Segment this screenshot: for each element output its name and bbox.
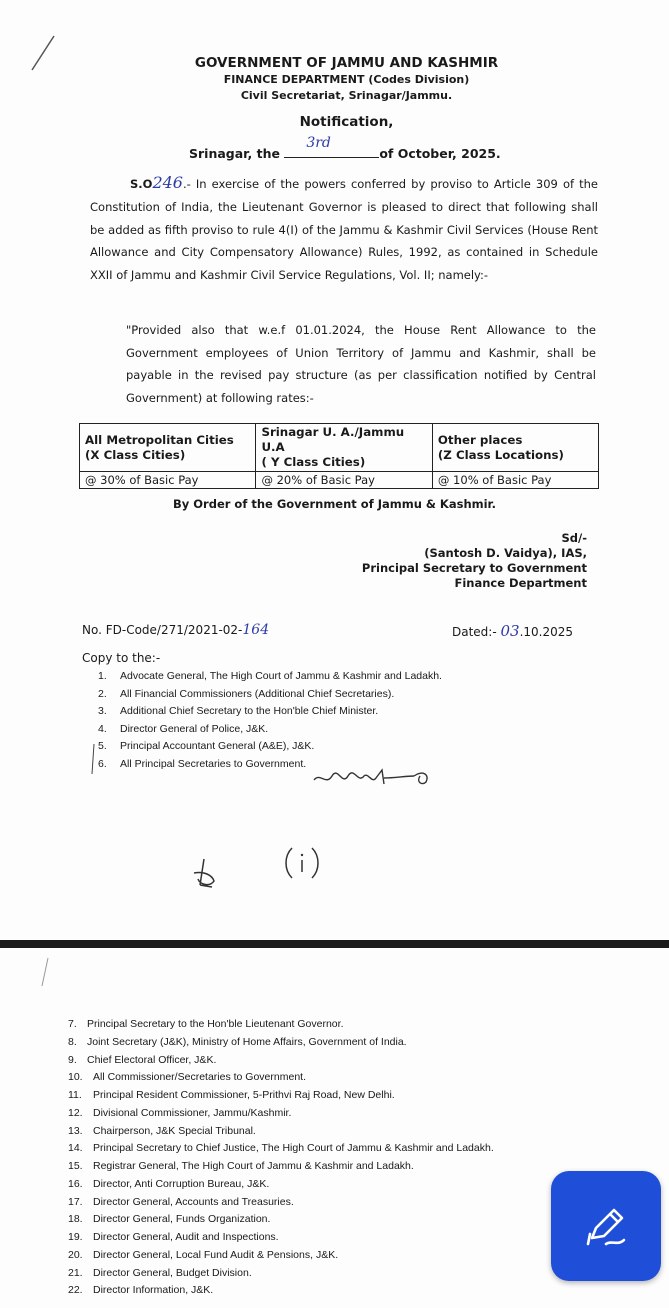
list-item: 19. Director General, Audit and Inspections. <box>68 1231 279 1243</box>
by-order-line: By Order of the Government of Jammu & Kashmir. <box>173 497 496 511</box>
signature-designation: Principal Secretary to Government <box>361 561 587 575</box>
handwritten-mark-left <box>190 855 220 895</box>
list-item: 13. Chairperson, J&K Special Tribunal. <box>68 1124 256 1137</box>
handwritten-date: 03 <box>500 622 520 640</box>
list-item: 3. Additional Chief Secretary to the Hon'ble Chief Minister. <box>98 705 379 718</box>
header-y-class: Srinagar U. A./Jammu U.A ( Y Class Cities) <box>256 424 432 472</box>
handwritten-file-number: 164 <box>242 622 270 638</box>
list-item: 12. Divisional Commissioner, Jammu/Kashmir. <box>68 1106 292 1119</box>
copy-list-page2 <box>68 1016 494 1300</box>
rate-z-class: @ 10% of Basic Pay <box>432 472 598 489</box>
dateline-prefix: Srinagar, the <box>189 146 280 161</box>
list-item: 17. Director General, Accounts and Treasuries. <box>68 1195 294 1208</box>
signature-name: (Santosh D. Vaidya), IAS, <box>424 546 587 560</box>
list-item: 8. Joint Secretary (J&K), Ministry of Home Affairs, Government of India. <box>68 1035 407 1048</box>
rate-y-class: @ 20% of Basic Pay <box>256 472 432 489</box>
dated: Dated:- 03.10.2025 <box>452 622 574 640</box>
dateline <box>189 135 501 161</box>
so-paragraph <box>90 172 598 287</box>
list-item: 2. All Financial Commissioners (Additional Chief Secretaries). <box>98 687 395 700</box>
signature-sd: Sd/- <box>561 531 587 545</box>
list-item: 7. Principal Secretary to the Hon'ble Lieutenant Governor. <box>68 1018 344 1030</box>
table-header-row <box>80 424 599 472</box>
edit-fab-button[interactable] <box>551 1171 661 1281</box>
hra-rates-table <box>79 423 599 489</box>
handwritten-day: 3rd <box>306 135 331 151</box>
list-item: 4. Director General of Police, J&K. <box>98 722 269 735</box>
list-item: 14. Principal Secretary to Chief Justice, The High Court of Jammu & Kashmir and Ladakh. <box>68 1142 494 1155</box>
copy-to-heading: Copy to the:- <box>82 651 161 665</box>
list-item: 18. Director General, Funds Organization. <box>68 1213 271 1226</box>
list-item: 22. Director Information, J&K. <box>68 1284 214 1297</box>
rate-x-class: @ 30% of Basic Pay <box>80 472 256 489</box>
header-office: Civil Secretariat, Srinagar/Jammu. <box>240 89 453 102</box>
so-label: S.O <box>130 177 153 191</box>
list-item: 21. Director General, Budget Division. <box>68 1266 252 1279</box>
proviso-paragraph: "Provided also that w.e.f 01.01.2024, the House Rent Allowance to the Government employees of Union Territory of Jammu and Kashmir, shall be payable in the revised pay structure (as per classification notified by Central Government) at following rates:- <box>126 323 596 405</box>
list-item: 1. Advocate General, The High Court of Jammu & Kashmir and Ladakh. <box>98 670 442 682</box>
header-department: FINANCE DEPARTMENT (Codes Division) <box>223 73 470 86</box>
header-government: GOVERNMENT OF JAMMU AND KASHMIR <box>194 55 499 71</box>
so-number: 246 <box>152 173 183 192</box>
so-text: .- In exercise of the powers conferred by proviso to Article 309 of the Constitution of India, the Lieutenant Governor is pleased to direct that following shall be added as fifth proviso to rule 4(I) of the Jammu & Kashmir Civil Services (House Rent Allowance and City Compensatory Allowance) Rules, 1992, as contained in Schedule XXII of Jammu and Kashmir Civil Service Regulations, Vol. II; namely:- <box>90 177 598 283</box>
list-item: 16. Director, Anti Corruption Bureau, J&K. <box>68 1177 270 1190</box>
list-item: 10. All Commissioner/Secretaries to Government. <box>68 1071 306 1084</box>
pen-bracket-mark <box>84 742 98 776</box>
list-item: 5. Principal Accountant General (A&E), J&K. <box>98 740 315 753</box>
file-number: No. FD-Code/271/2021-02-164 <box>82 622 270 638</box>
header-x-class: All Metropolitan Cities (X Class Cities) <box>80 424 256 472</box>
header-z-class: Other places (Z Class Locations) <box>432 424 598 472</box>
list-item: 6. All Principal Secretaries to Government. <box>98 757 307 770</box>
page-divider <box>0 940 669 948</box>
date-blank <box>284 135 379 158</box>
handwritten-initials <box>310 764 440 792</box>
handwritten-mark-paren <box>282 846 322 880</box>
list-item: 20. Director General, Local Fund Audit & Pensions, J&K. <box>68 1248 339 1261</box>
dateline-suffix: of October, 2025. <box>379 146 501 161</box>
list-item: 9. Chief Electoral Officer, J&K. <box>68 1053 217 1066</box>
table-row <box>80 472 599 489</box>
copy-list-page1 <box>98 668 442 774</box>
list-item: 15. Registrar General, The High Court of Jammu & Kashmir and Ladakh. <box>68 1160 414 1172</box>
edit-pencil-icon <box>584 1204 628 1248</box>
list-item: 11. Principal Resident Commissioner, 5-Prithvi Raj Road, New Delhi. <box>68 1089 395 1101</box>
pen-slash-mark <box>38 956 52 990</box>
notification-title: Notification, <box>299 114 394 130</box>
signature-department: Finance Department <box>454 576 587 590</box>
